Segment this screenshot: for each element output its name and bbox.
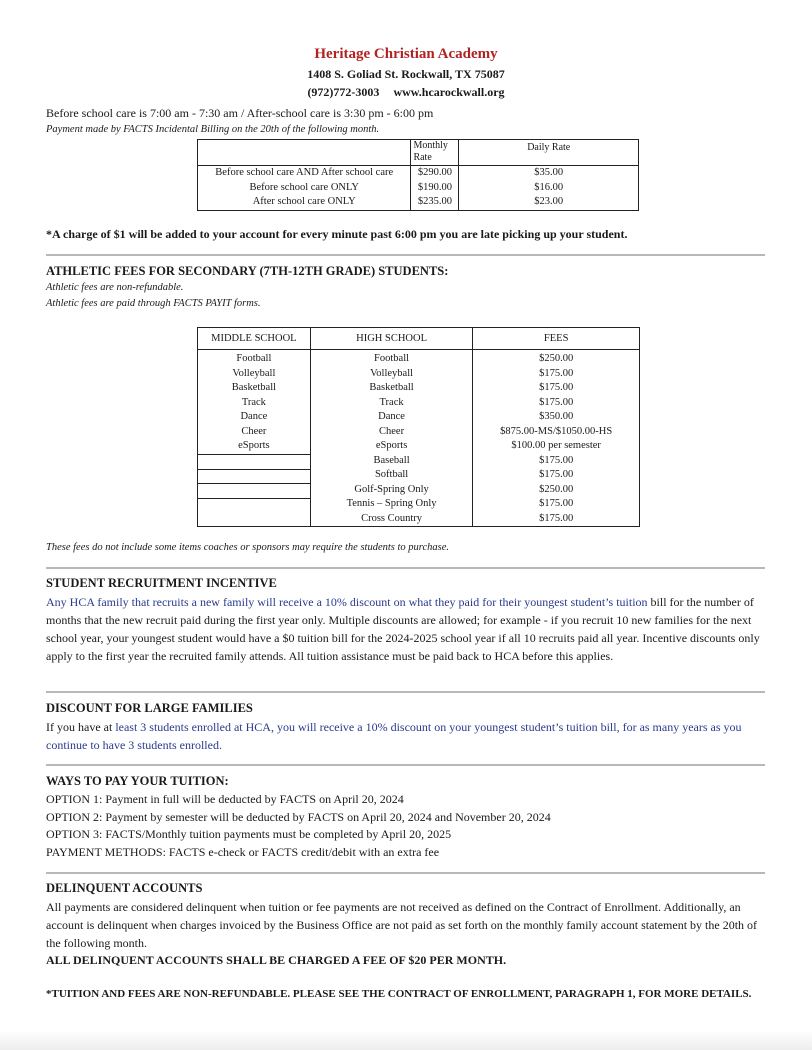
athletic-note-nonrefundable: Athletic fees are non-refundable.	[46, 282, 184, 293]
section-divider	[46, 254, 765, 256]
care-row-label: Before school care ONLY	[249, 181, 359, 193]
section-divider	[46, 872, 765, 874]
high-sport: Cheer	[379, 425, 405, 437]
athletic-note-payit: Athletic fees are paid through FACTS PAYIT forms.	[46, 298, 261, 309]
recruitment-body	[46, 593, 764, 665]
high-sport: Track	[379, 396, 404, 408]
recruitment-heading: STUDENT RECRUITMENT INCENTIVE	[46, 576, 277, 590]
high-sport: Cross Country	[361, 512, 423, 524]
section-divider	[46, 567, 765, 569]
col-middle-school: MIDDLE SCHOOL	[198, 328, 311, 350]
care-row-daily: $35.00	[534, 167, 564, 178]
care-monthly-cell	[411, 166, 459, 211]
care-row-label: Before school care AND After school care	[215, 167, 394, 178]
school-phone: (972)772-3003	[307, 85, 380, 99]
school-website: www.hcarockwall.org	[393, 85, 505, 99]
middle-sport: eSports	[238, 440, 270, 451]
large-families-body	[46, 718, 764, 754]
non-refundable-notice: *TUITION AND FEES ARE NON-REFUNDABLE. PLEASE SEE THE CONTRACT OF ENROLLMENT, PARAGRAPH 1, FOR MORE DETAILS.	[46, 988, 752, 1000]
fee-value: $350.00	[539, 411, 574, 422]
high-sport: Football	[374, 353, 410, 364]
athletic-table-body-a	[198, 350, 640, 455]
high-sport: Tennis – Spring Only	[346, 498, 437, 509]
empty-cell	[198, 454, 311, 469]
large-families-body-text: If you have at	[46, 720, 116, 734]
school-contact	[0, 85, 812, 100]
delinquent-body: All payments are considered delinquent when tuition or fee payments are not received as defined on the Contract of Enrollment. Additionally, an account is delinquent when charges invoiced by the Business Office are not paid as set forth on the monthly family account statement by the 20th of the following month.	[46, 900, 758, 950]
school-address: 1408 S. Goliad St. Rockwall, TX 75087	[307, 67, 505, 81]
high-sport: Baseball	[373, 454, 410, 466]
middle-sport: Volleyball	[232, 367, 276, 379]
high-sport: Softball	[374, 469, 409, 480]
delinquent-fee-notice: ALL DELINQUENT ACCOUNTS SHALL BE CHARGED A FEE OF $20 PER MONTH.	[46, 953, 507, 967]
payment-methods: PAYMENT METHODS: FACTS e-check or FACTS credit/debit with an extra fee	[46, 845, 440, 859]
section-divider	[46, 764, 765, 766]
high-sport: Golf-Spring Only	[354, 483, 429, 495]
col-fees: FEES	[473, 328, 640, 350]
care-row-daily: $23.00	[534, 196, 564, 207]
fee-value: $175.00	[539, 498, 574, 509]
late-charge-notice: *A charge of $1 will be added to your account for every minute past 6:00 pm you are late picking up your student.	[46, 227, 628, 241]
middle-sport: Football	[236, 353, 272, 364]
fee-value: $175.00	[539, 367, 574, 379]
athletic-heading: ATHLETIC FEES FOR SECONDARY (7TH-12TH GRADE) STUDENTS:	[46, 264, 449, 278]
ways-to-pay-heading: WAYS TO PAY YOUR TUITION:	[46, 774, 229, 788]
care-daily-cell	[459, 166, 639, 211]
empty-cell	[198, 483, 311, 498]
fee-value: $875.00-MS/$1050.00-HS	[500, 425, 613, 437]
school-name: Heritage Christian Academy	[314, 46, 498, 62]
fee-value: $175.00	[539, 396, 574, 408]
fees-cell	[473, 350, 640, 527]
empty-cell	[198, 498, 311, 526]
recruitment-body-highlight: Any HCA family that recruits a new family will receive a 10% discount on what they paid for their youngest student’s tuition	[46, 595, 648, 609]
middle-sport: Dance	[240, 411, 268, 422]
col-high-school: HIGH SCHOOL	[310, 328, 473, 350]
large-families-heading: DISCOUNT FOR LARGE FAMILIES	[46, 701, 253, 715]
payment-option: OPTION 1: Payment in full will be deducted by FACTS on April 20, 2024	[46, 792, 404, 806]
care-header-blank	[198, 140, 411, 166]
care-table-body	[198, 166, 639, 211]
care-header-monthly-l1: Monthly	[413, 140, 448, 151]
fee-value: $175.00	[539, 382, 574, 393]
section-divider	[46, 691, 765, 693]
middle-sport: Track	[241, 396, 266, 408]
large-families-body-highlight: least 3 students enrolled at HCA, you will receive a 10% discount on your youngest student’s tuition bill, for as many years as you continue to have 3 students enrolled.	[46, 720, 742, 752]
fee-value: $175.00	[539, 512, 574, 524]
care-rates-table	[197, 139, 639, 211]
care-header-daily: Daily Rate	[459, 140, 639, 166]
athletic-fees-table	[197, 327, 640, 527]
payment-option: OPTION 3: FACTS/Monthly tuition payments must be completed by April 20, 2025	[46, 827, 452, 841]
middle-sport: Cheer	[241, 425, 267, 437]
empty-cell	[198, 469, 311, 483]
high-sport: Volleyball	[370, 367, 414, 379]
care-hours: Before school care is 7:00 am - 7:30 am / After-school care is 3:30 pm - 6:00 pm	[46, 106, 434, 120]
care-table-header	[198, 140, 639, 166]
delinquent-heading: DELINQUENT ACCOUNTS	[46, 881, 203, 895]
athletic-footnote: These fees do not include some items coaches or sponsors may require the students to purchase.	[46, 542, 450, 553]
middle-sports-cell	[198, 350, 311, 455]
fee-value: $175.00	[539, 469, 574, 480]
fee-value: $250.00	[539, 483, 574, 495]
page-bottom-shadow	[0, 1030, 812, 1050]
care-row-label: After school care ONLY	[252, 196, 356, 207]
high-sports-cell	[310, 350, 473, 527]
care-payment-note: Payment made by FACTS Incidental Billing on the 20th of the following month.	[46, 124, 380, 135]
care-row-monthly: $290.00	[417, 167, 452, 178]
care-header-monthly-l2: Rate	[413, 152, 432, 163]
care-row-daily: $16.00	[534, 181, 564, 193]
high-sport: Basketball	[369, 382, 414, 393]
recruitment-body-text: bill for the number of months that the new recruit paid during the first year only. Multiple discounts are allowed; for example - if you recruit 10 new families for the next school year, your youngest student would have a $0 tuition bill for the 2024-2025 school year if all 10 recruits paid all year. Incentive discounts only apply to the first year the recruited family attends. All tuition assistance must be paid back to HCA before this applies.	[46, 595, 760, 663]
high-sport: eSports	[375, 440, 408, 451]
high-sport: Dance	[378, 411, 405, 422]
care-row-monthly: $190.00	[417, 181, 452, 193]
fee-value: $175.00	[539, 454, 574, 466]
fee-value: $250.00	[539, 353, 574, 364]
middle-sport: Basketball	[231, 382, 277, 393]
care-header-monthly	[411, 140, 459, 166]
care-labels-cell	[198, 166, 411, 211]
payment-option: OPTION 2: Payment by semester will be deducted by FACTS on April 20, 2024 and November 20, 2024	[46, 810, 551, 824]
fee-value: $100.00 per semester	[511, 440, 601, 451]
care-row-monthly: $235.00	[417, 196, 452, 207]
athletic-table-header	[198, 328, 640, 350]
